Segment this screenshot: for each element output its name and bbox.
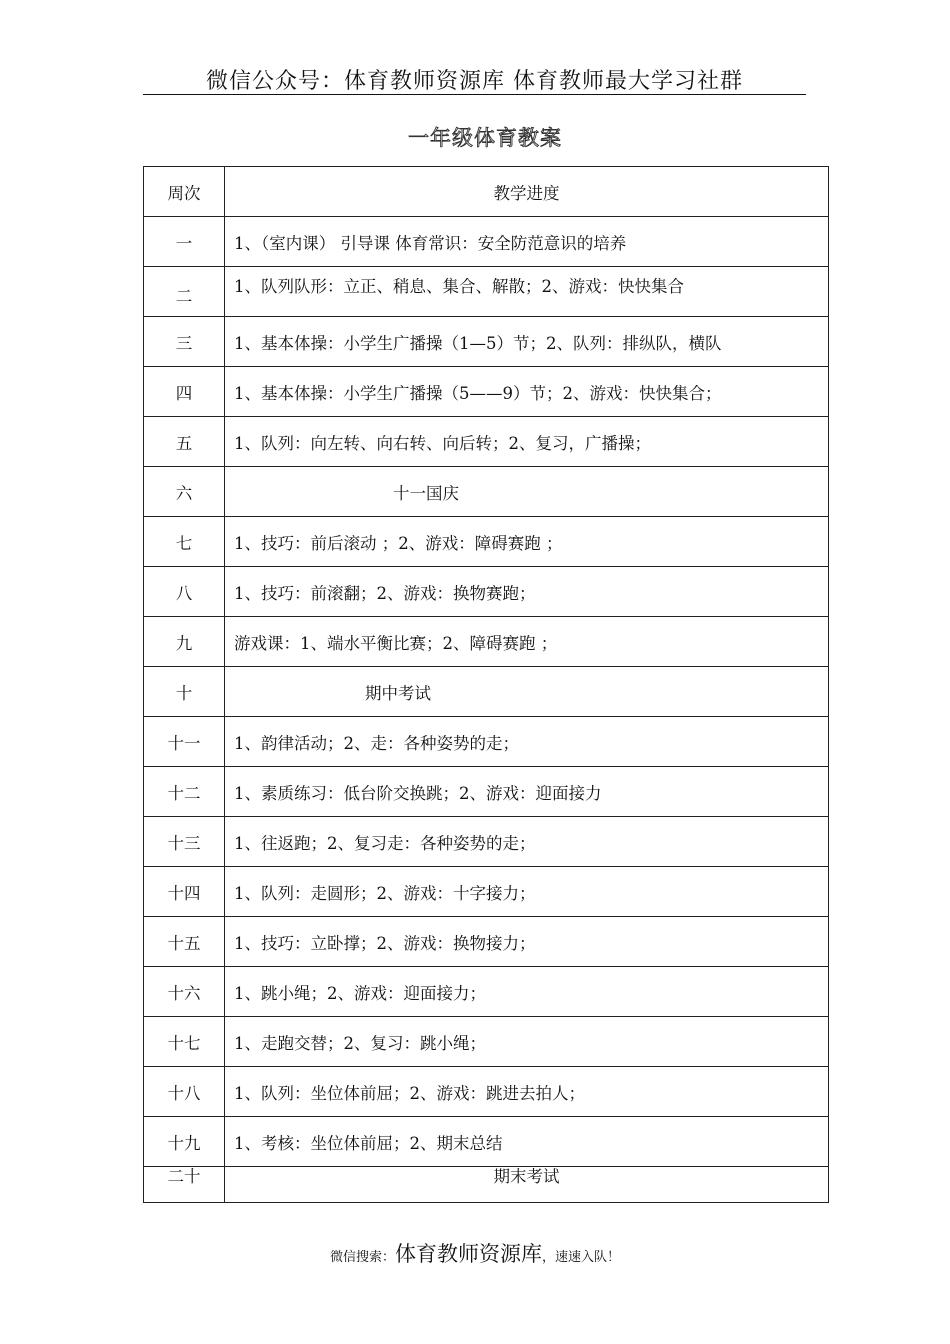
week-cell: 五 bbox=[144, 417, 225, 467]
week-cell: 十二 bbox=[144, 767, 225, 817]
content-cell: 1、队列：向左转、向右转、向后转；2、复习，广播操； bbox=[225, 417, 829, 467]
content-cell: 1、队列：走圆形；2、游戏：十字接力； bbox=[225, 867, 829, 917]
table-row bbox=[144, 1117, 829, 1167]
content-cell: 游戏课：1、端水平衡比赛；2、障碍赛跑 ； bbox=[225, 617, 829, 667]
footer-name: 体育教师资源库 bbox=[395, 1242, 542, 1266]
table-row bbox=[144, 367, 829, 417]
column-header-week: 周次 bbox=[144, 167, 225, 217]
table-row bbox=[144, 1067, 829, 1117]
table-row bbox=[144, 1167, 829, 1203]
header-rule bbox=[143, 94, 806, 95]
week-cell: 三 bbox=[144, 317, 225, 367]
week-cell: 十一 bbox=[144, 717, 225, 767]
content-cell: 1、技巧：前滚翻；2、游戏：换物赛跑； bbox=[225, 567, 829, 617]
table-row bbox=[144, 617, 829, 667]
content-cell: 1、（室内课） 引导课 体育常识：安全防范意识的培养 bbox=[225, 217, 829, 267]
content-cell: 1、跳小绳；2、游戏：迎面接力； bbox=[225, 967, 829, 1017]
week-cell: 一 bbox=[144, 217, 225, 267]
column-header-progress: 教学进度 bbox=[225, 167, 829, 217]
week-cell: 十九 bbox=[144, 1117, 225, 1167]
week-cell: 六 bbox=[144, 467, 225, 517]
table-row bbox=[144, 217, 829, 267]
content-cell: 1、基本体操：小学生广播操（1—5）节；2、队列：排纵队，横队 bbox=[225, 317, 829, 367]
teaching-schedule-table bbox=[143, 166, 829, 1203]
table-row bbox=[144, 867, 829, 917]
content-cell: 1、技巧：前后滚动 ；2、游戏：障碍赛跑 ； bbox=[225, 517, 829, 567]
table-row bbox=[144, 517, 829, 567]
week-cell bbox=[144, 267, 225, 317]
content-cell: 1、走跑交替；2、复习：跳小绳； bbox=[225, 1017, 829, 1067]
content-cell: 期中考试 bbox=[225, 667, 829, 717]
table-row bbox=[144, 1017, 829, 1067]
table-row bbox=[144, 917, 829, 967]
content-cell: 1、韵律活动；2、走：各种姿势的走； bbox=[225, 717, 829, 767]
table-row bbox=[144, 717, 829, 767]
content-cell: 十一国庆 bbox=[225, 467, 829, 517]
week-cell: 十七 bbox=[144, 1017, 225, 1067]
content-cell: 1、技巧：立卧撑；2、游戏：换物接力； bbox=[225, 917, 829, 967]
week-cell: 八 bbox=[144, 567, 225, 617]
page-header: 微信公众号：体育教师资源库 体育教师最大学习社群 bbox=[206, 69, 743, 94]
table-header-row bbox=[144, 167, 829, 217]
week-cell: 十八 bbox=[144, 1067, 225, 1117]
page-footer bbox=[0, 1238, 950, 1268]
table-row bbox=[144, 567, 829, 617]
content-cell: 1、队列队形：立正、稍息、集合、解散；2、游戏：快快集合 bbox=[225, 267, 829, 317]
table-row bbox=[144, 467, 829, 517]
table-row bbox=[144, 317, 829, 367]
week-cell: 十五 bbox=[144, 917, 225, 967]
week-cell: 十三 bbox=[144, 817, 225, 867]
content-cell: 1、队列：坐位体前屈；2、游戏：跳进去拍人； bbox=[225, 1067, 829, 1117]
table-row bbox=[144, 267, 829, 317]
document-title: 一年级体育教案 bbox=[408, 126, 562, 150]
table-row bbox=[144, 817, 829, 867]
content-cell: 期末考试 bbox=[225, 1167, 829, 1203]
content-cell: 1、考核：坐位体前屈；2、期末总结 bbox=[225, 1117, 829, 1167]
table-row bbox=[144, 667, 829, 717]
content-cell: 1、素质练习：低台阶交换跳；2、游戏：迎面接力 bbox=[225, 767, 829, 817]
week-cell: 二十 bbox=[144, 1167, 225, 1203]
week-cell: 十六 bbox=[144, 967, 225, 1017]
week-cell: 九 bbox=[144, 617, 225, 667]
table-row bbox=[144, 767, 829, 817]
week-label: 二 bbox=[175, 287, 193, 306]
content-cell: 1、往返跑；2、复习走：各种姿势的走； bbox=[225, 817, 829, 867]
content-cell: 1、基本体操：小学生广播操（5——9）节；2、游戏：快快集合； bbox=[225, 367, 829, 417]
week-cell: 四 bbox=[144, 367, 225, 417]
footer-suffix: ，速速入队！ bbox=[542, 1250, 621, 1265]
week-cell: 十 bbox=[144, 667, 225, 717]
table-row bbox=[144, 417, 829, 467]
footer-prefix: 微信搜索： bbox=[329, 1250, 395, 1265]
week-cell: 七 bbox=[144, 517, 225, 567]
table-row bbox=[144, 967, 829, 1017]
week-cell: 十四 bbox=[144, 867, 225, 917]
